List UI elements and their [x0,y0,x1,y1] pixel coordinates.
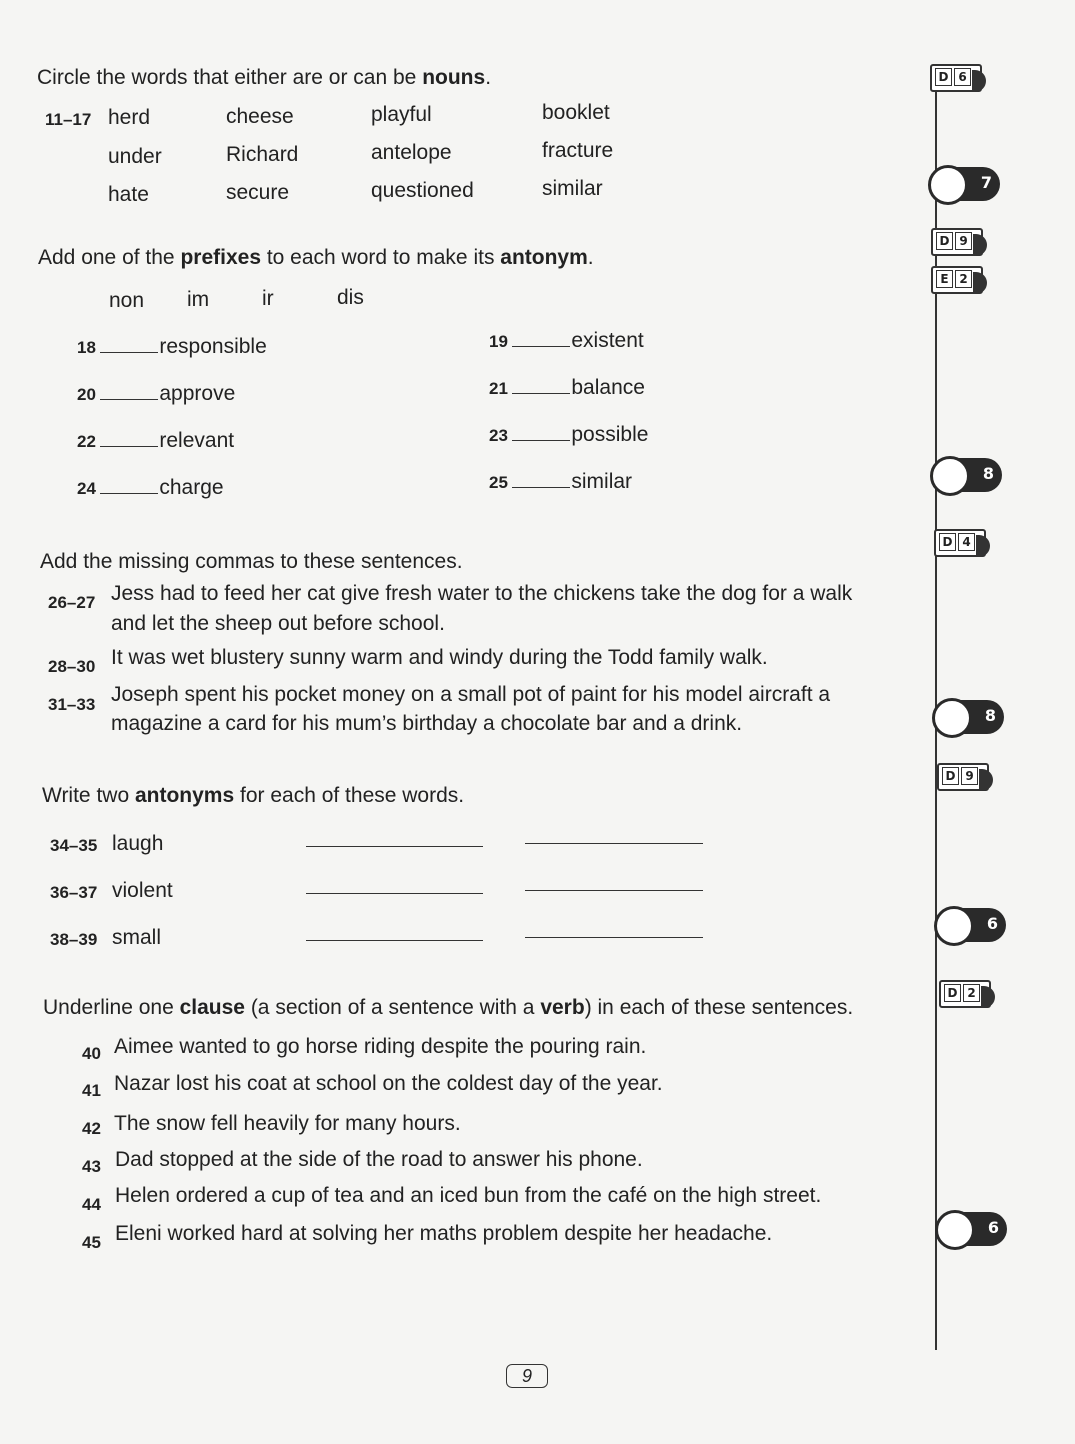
antonym-word: laugh [112,832,164,855]
reference-badge: D 6 [930,64,986,94]
score-box[interactable] [928,165,968,205]
question-number: 26–27 [48,593,96,612]
answer-blank[interactable] [100,338,158,353]
clause-sentence[interactable]: Eleni worked hard at solving her maths problem despite her headache. [115,1222,773,1245]
clause-sentence[interactable]: Helen ordered a cup of tea and an iced bun from the café on the high street. [115,1184,822,1207]
answer-blank[interactable] [100,479,158,494]
reference-badge: D 9 [937,763,993,793]
comma-sentence[interactable]: Jess had to feed her cat give fresh water to the chickens take the dog for a walk [111,582,853,605]
antonym-word: violent [112,879,173,902]
reference-badge: D 9 [931,228,987,258]
question-number: 43 [82,1157,101,1176]
noun-option[interactable]: secure [226,181,290,204]
answer-line[interactable] [525,890,703,891]
answer-line[interactable] [306,893,483,894]
answer-blank[interactable] [512,426,570,441]
noun-option[interactable]: fracture [542,139,614,162]
instruction-nouns: Circle the words that either are or can be nouns. [37,66,492,89]
noun-option[interactable]: Richard [226,143,299,166]
answer-blank[interactable] [512,332,570,347]
instruction-clauses: Underline one clause (a section of a sentence with a verb) in each of these sentences. [43,996,854,1019]
question-number: 34–35 [50,836,98,855]
prefix-item: 21 balance [489,376,645,399]
answer-blank[interactable] [100,385,158,400]
antonym-word: small [112,926,162,949]
reference-badge: E 2 [931,266,987,296]
score-badge: 8 [932,698,1004,738]
question-number: 41 [82,1081,101,1100]
question-number: 11–17 [45,110,92,129]
comma-sentence[interactable]: It was wet blustery sunny warm and windy during the Todd family walk. [111,646,768,669]
prefix-option: dis [337,286,364,309]
clause-sentence[interactable]: Aimee wanted to go horse riding despite the pouring rain. [114,1035,647,1058]
noun-option[interactable]: antelope [371,141,452,164]
prefix-item: 19 existent [489,329,644,352]
score-box[interactable] [935,1210,975,1250]
prefix-item: 18 responsible [77,335,267,358]
noun-option[interactable]: cheese [226,105,294,128]
reference-badge: D 2 [939,980,995,1010]
question-number: 38–39 [50,930,98,949]
instruction-commas: Add the missing commas to these sentences. [40,550,463,573]
score-badge: 8 [930,456,1002,496]
score-badge: 6 [935,1210,1007,1250]
score-box[interactable] [930,456,970,496]
comma-sentence-cont[interactable]: and let the sheep out before school. [111,612,445,635]
answer-line[interactable] [306,846,483,847]
reference-badge: D 4 [934,529,990,559]
clause-sentence[interactable]: Nazar lost his coat at school on the coldest day of the year. [114,1072,663,1095]
prefix-option: im [187,288,210,311]
noun-option[interactable]: booklet [542,101,610,124]
noun-option[interactable]: playful [371,103,432,126]
clause-sentence[interactable]: The snow fell heavily for many hours. [114,1112,461,1135]
noun-option[interactable]: questioned [371,179,474,202]
prefix-item: 20 approve [77,382,236,405]
prefix-option: ir [262,287,274,310]
clause-sentence[interactable]: Dad stopped at the side of the road to answer his phone. [115,1148,643,1171]
noun-option[interactable]: similar [542,177,603,200]
instruction-antonyms: Write two antonyms for each of these words. [42,784,465,807]
answer-line[interactable] [306,940,483,941]
score-box[interactable] [934,906,974,946]
question-number: 31–33 [48,695,96,714]
noun-option[interactable]: hate [108,183,149,206]
score-badge: 6 [934,906,1006,946]
noun-option[interactable]: under [108,145,162,168]
answer-line[interactable] [525,843,703,844]
score-box[interactable] [932,698,972,738]
instruction-prefixes: Add one of the prefixes to each word to make its antonym. [38,246,594,269]
answer-blank[interactable] [512,473,570,488]
comma-sentence[interactable]: Joseph spent his pocket money on a small pot of paint for his model aircraft a [111,683,831,706]
question-number: 36–37 [50,883,98,902]
question-number: 28–30 [48,657,96,676]
question-number: 40 [82,1044,101,1063]
comma-sentence-cont[interactable]: magazine a card for his mum’s birthday a chocolate bar and a drink. [111,712,743,735]
answer-blank[interactable] [100,432,158,447]
prefix-item: 23 possible [489,423,649,446]
prefix-option: non [109,289,145,312]
answer-blank[interactable] [512,379,570,394]
page-number: 9 [506,1364,548,1388]
question-number: 44 [82,1195,101,1214]
answer-line[interactable] [525,937,703,938]
score-badge: 7 [928,165,1000,205]
prefix-item: 25 similar [489,470,633,493]
question-number: 45 [82,1233,101,1252]
noun-option[interactable]: herd [108,106,151,129]
prefix-item: 24 charge [77,476,224,499]
prefix-item: 22 relevant [77,429,235,452]
question-number: 42 [82,1119,101,1138]
